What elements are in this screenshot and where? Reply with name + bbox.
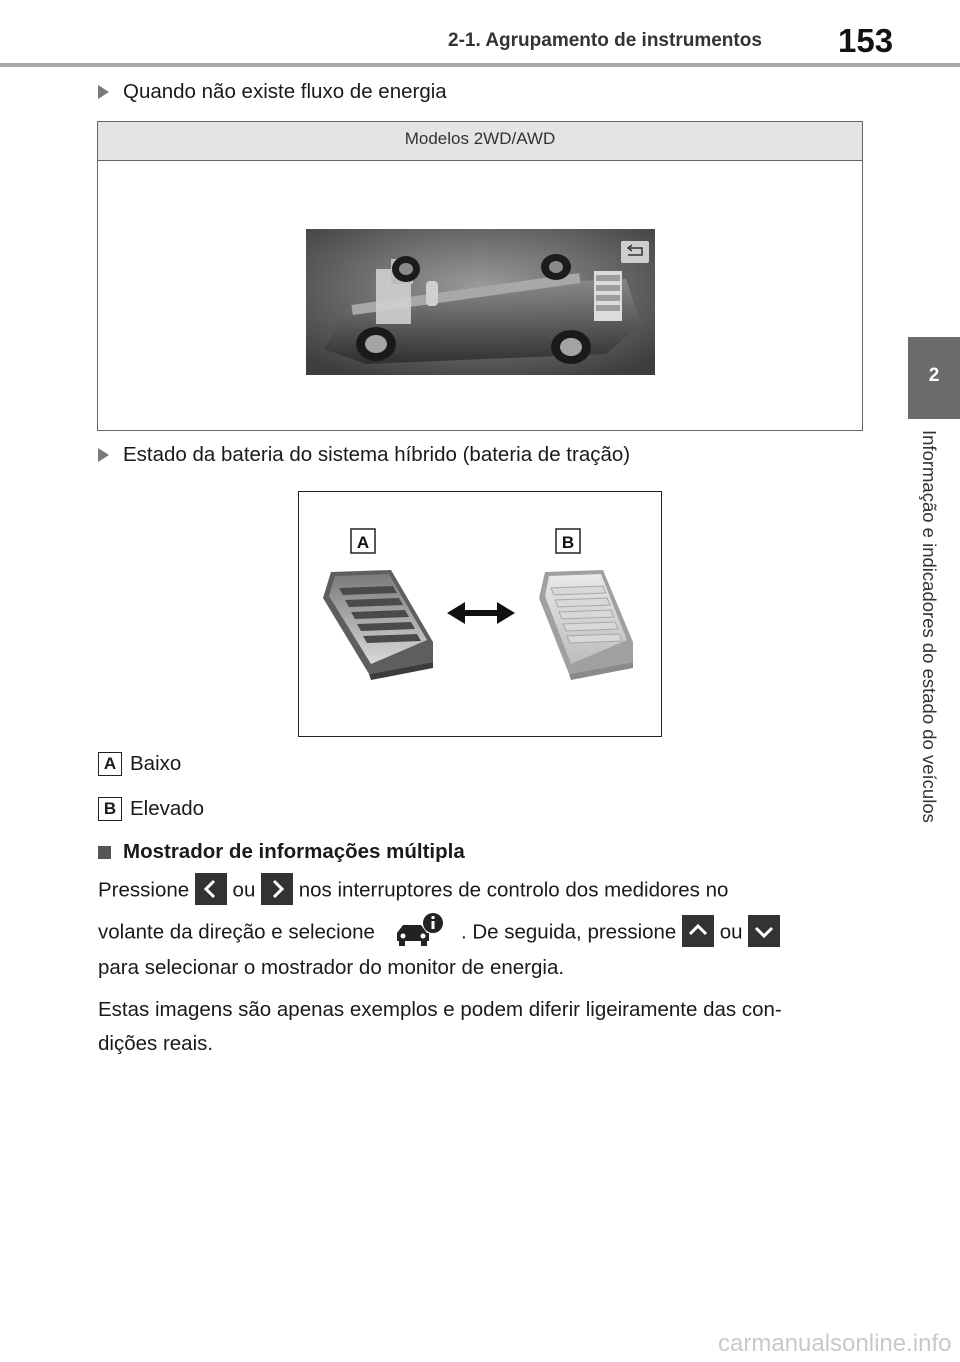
bullet-text: Quando não existe fluxo de energia xyxy=(123,80,447,103)
bullet-energy-flow xyxy=(98,80,447,104)
instruction-text: Pressione xyxy=(98,878,195,902)
bullet-triangle-icon xyxy=(98,85,109,99)
legend-item-a xyxy=(98,752,181,776)
vehicle-info-icon xyxy=(391,911,447,947)
instruction-line-2 xyxy=(98,915,780,951)
legend-text-b: Elevado xyxy=(130,797,205,820)
battery-state-figure xyxy=(298,491,662,737)
legend-key-a: A xyxy=(98,752,122,776)
legend-text-a: Baixo xyxy=(130,752,182,775)
figure-caption: Modelos 2WD/AWD xyxy=(98,122,862,161)
battery-label-b: B xyxy=(561,533,575,552)
chapter-label: Informação e indicadores do estado do veículos xyxy=(919,430,940,823)
battery-label-a: A xyxy=(356,533,370,552)
instruction-line-3: para selecionar o mostrador do monitor de energia. xyxy=(98,956,565,979)
bullet-triangle-icon xyxy=(98,448,109,462)
double-arrow-icon xyxy=(447,602,515,624)
instruction-text: ou xyxy=(226,878,262,902)
instruction-text: volante da direção e selecione xyxy=(98,920,375,944)
instruction-line-1 xyxy=(98,875,728,907)
bullet-battery-state xyxy=(98,443,630,467)
energy-monitor-figure xyxy=(97,121,863,431)
section-title xyxy=(98,840,465,864)
instruction-text: nos interruptores de controlo dos medidores no xyxy=(293,878,729,902)
header-divider xyxy=(0,63,960,67)
energy-monitor-screen-image xyxy=(306,229,655,375)
chapter-number: 2 xyxy=(928,365,940,386)
instruction-text: ou xyxy=(714,920,749,944)
bullet-text: Estado da bateria do sistema híbrido (bateria de tração) xyxy=(123,443,631,466)
battery-state-illustration xyxy=(299,492,661,736)
chapter-tab xyxy=(908,337,960,419)
note-line-2: dições reais. xyxy=(98,1032,214,1055)
section-header-title: 2-1. Agrupamento de instrumentos xyxy=(448,30,762,51)
battery-low-icon xyxy=(323,570,433,680)
chapter-label-wrap xyxy=(906,430,946,900)
watermark: carmanualsonline.info xyxy=(718,1330,952,1357)
chevron-up-icon xyxy=(682,915,714,947)
instruction-text: . De seguida, pressione xyxy=(460,920,683,944)
chevron-down-icon xyxy=(748,915,780,947)
chevron-left-icon xyxy=(195,873,227,905)
page-number: 153 xyxy=(838,22,894,59)
legend-item-b xyxy=(98,797,204,821)
note-line-1: Estas imagens são apenas exemplos e podem diferir ligeiramente das con- xyxy=(98,998,782,1021)
section-title-text: Mostrador de informações múltipla xyxy=(123,840,465,863)
section-square-icon xyxy=(98,846,111,859)
battery-high-icon xyxy=(539,570,633,680)
legend-key-b: B xyxy=(98,797,122,821)
chevron-right-icon xyxy=(261,873,293,905)
